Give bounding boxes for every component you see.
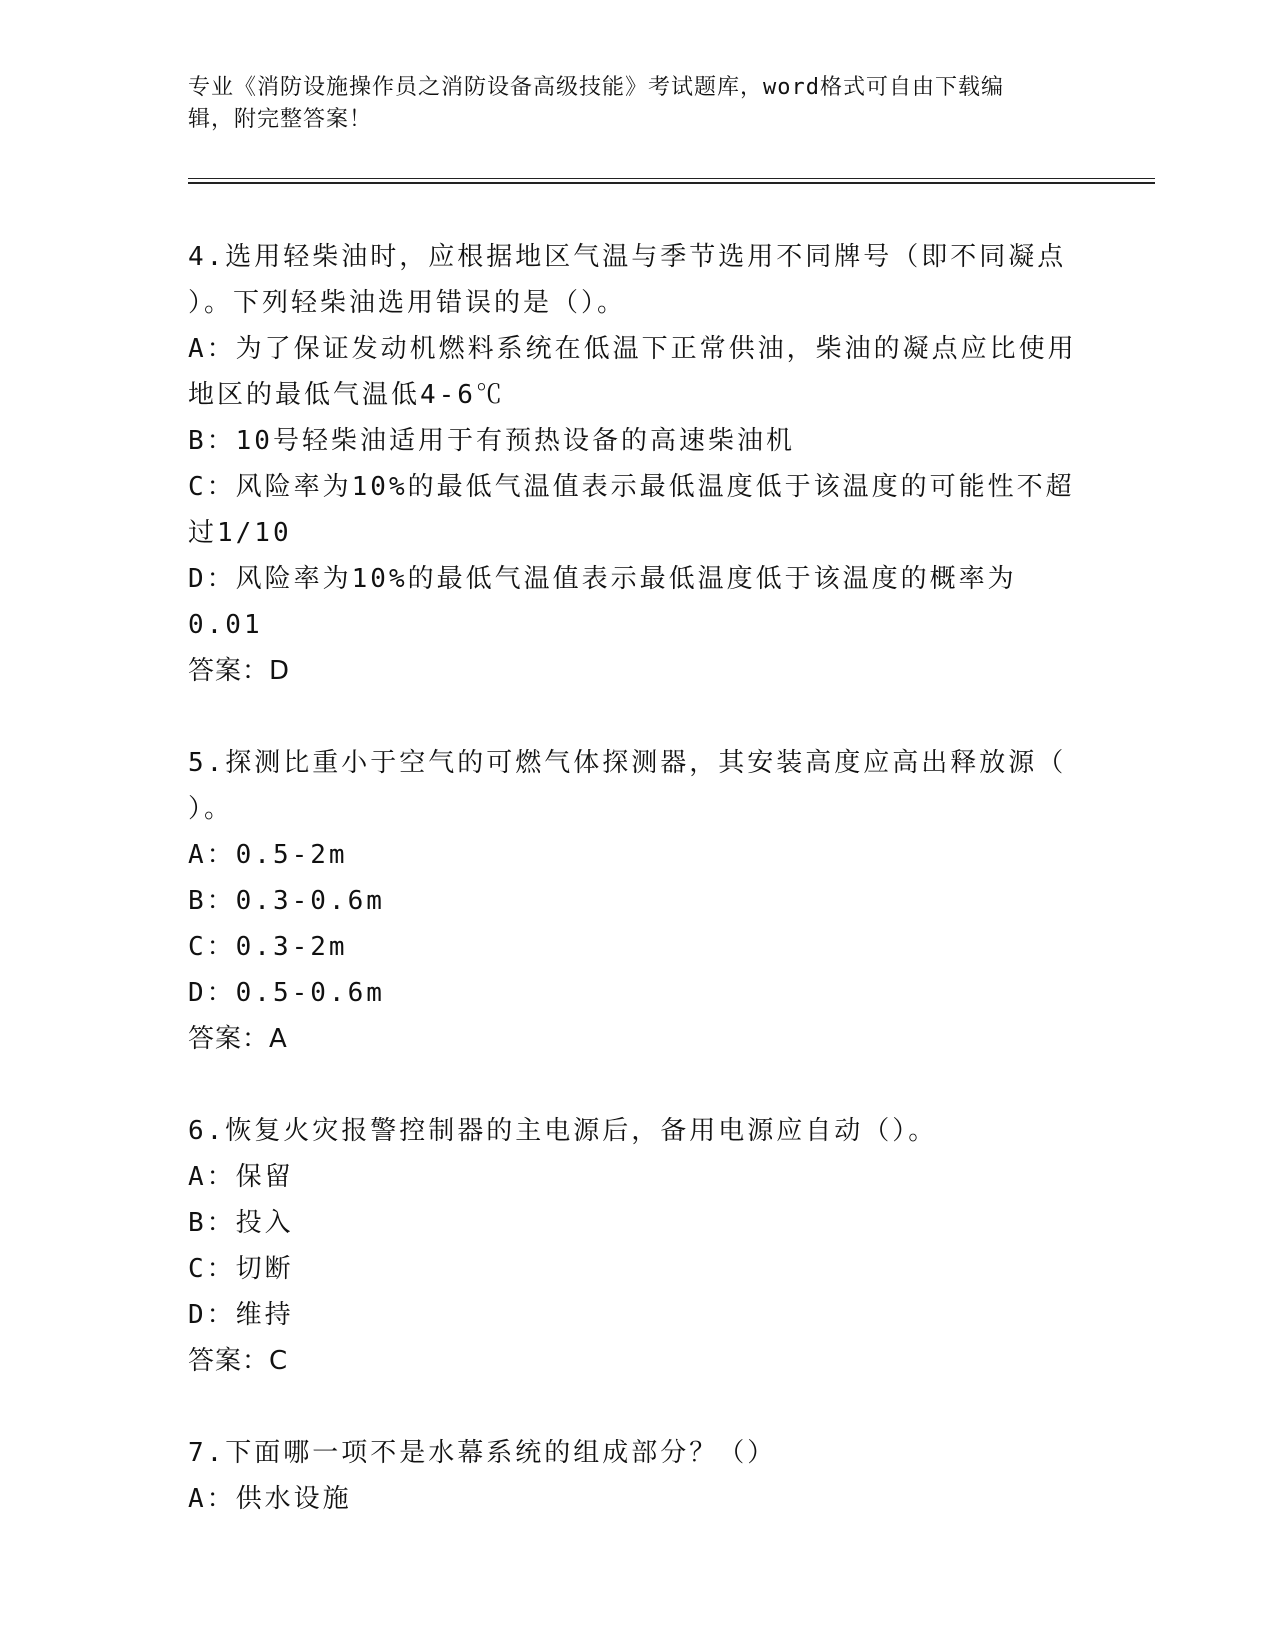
option-a: A：保留 (188, 1162, 294, 1192)
answer: 答案：C (188, 1346, 289, 1376)
option-c: 过1/10 (188, 518, 292, 548)
option-c: C：风险率为10%的最低气温值表示最低温度低于该温度的可能性不超 (188, 472, 1075, 502)
question-list (188, 234, 1088, 1568)
question-stem: ）。 (188, 794, 234, 824)
question-stem: 4.选用轻柴油时，应根据地区气温与季节选用不同牌号（即不同凝点 (188, 242, 1067, 272)
question-stem: 5.探测比重小于空气的可燃气体探测器，其安装高度应高出释放源（ (188, 748, 1067, 778)
question-6 (188, 1108, 1088, 1384)
question-stem: 7.下面哪一项不是水幕系统的组成部分？（） (188, 1438, 777, 1468)
option-b: B：10号轻柴油适用于有预热设备的高速柴油机 (188, 426, 795, 456)
option-d: D：风险率为10%的最低气温值表示最低温度低于该温度的概率为0.01 (188, 564, 1017, 640)
option-b: B：0.3-0.6m (188, 886, 385, 916)
answer: 答案：D (188, 656, 291, 686)
header-rule-thin (188, 178, 1155, 179)
option-c: C：0.3-2m (188, 932, 348, 962)
option-a: A：0.5-2m (188, 840, 348, 870)
header-line-2: 辑，附完整答案！ (188, 107, 373, 132)
header-rule-thick (188, 182, 1155, 184)
option-d: D：维持 (188, 1300, 294, 1330)
option-a: 地区的最低气温低4-6℃ (188, 380, 505, 410)
answer: 答案：A (188, 1024, 288, 1054)
question-4 (188, 234, 1088, 694)
question-7 (188, 1430, 1088, 1522)
option-b: B：投入 (188, 1208, 294, 1238)
option-a: A：供水设施 (188, 1484, 352, 1514)
question-stem: 6.恢复火灾报警控制器的主电源后，备用电源应自动（）。 (188, 1116, 938, 1146)
option-c: C：切断 (188, 1254, 294, 1284)
option-d: D：0.5-0.6m (188, 978, 385, 1008)
question-5 (188, 740, 1088, 1062)
document-header (188, 72, 1068, 136)
question-stem: ）。下列轻柴油选用错误的是（）。 (188, 288, 627, 318)
option-a: A：为了保证发动机燃料系统在低温下正常供油，柴油的凝点应比使用 (188, 334, 1077, 364)
header-line-1: 专业《消防设施操作员之消防设备高级技能》考试题库，word格式可自由下载编 (188, 75, 1004, 100)
